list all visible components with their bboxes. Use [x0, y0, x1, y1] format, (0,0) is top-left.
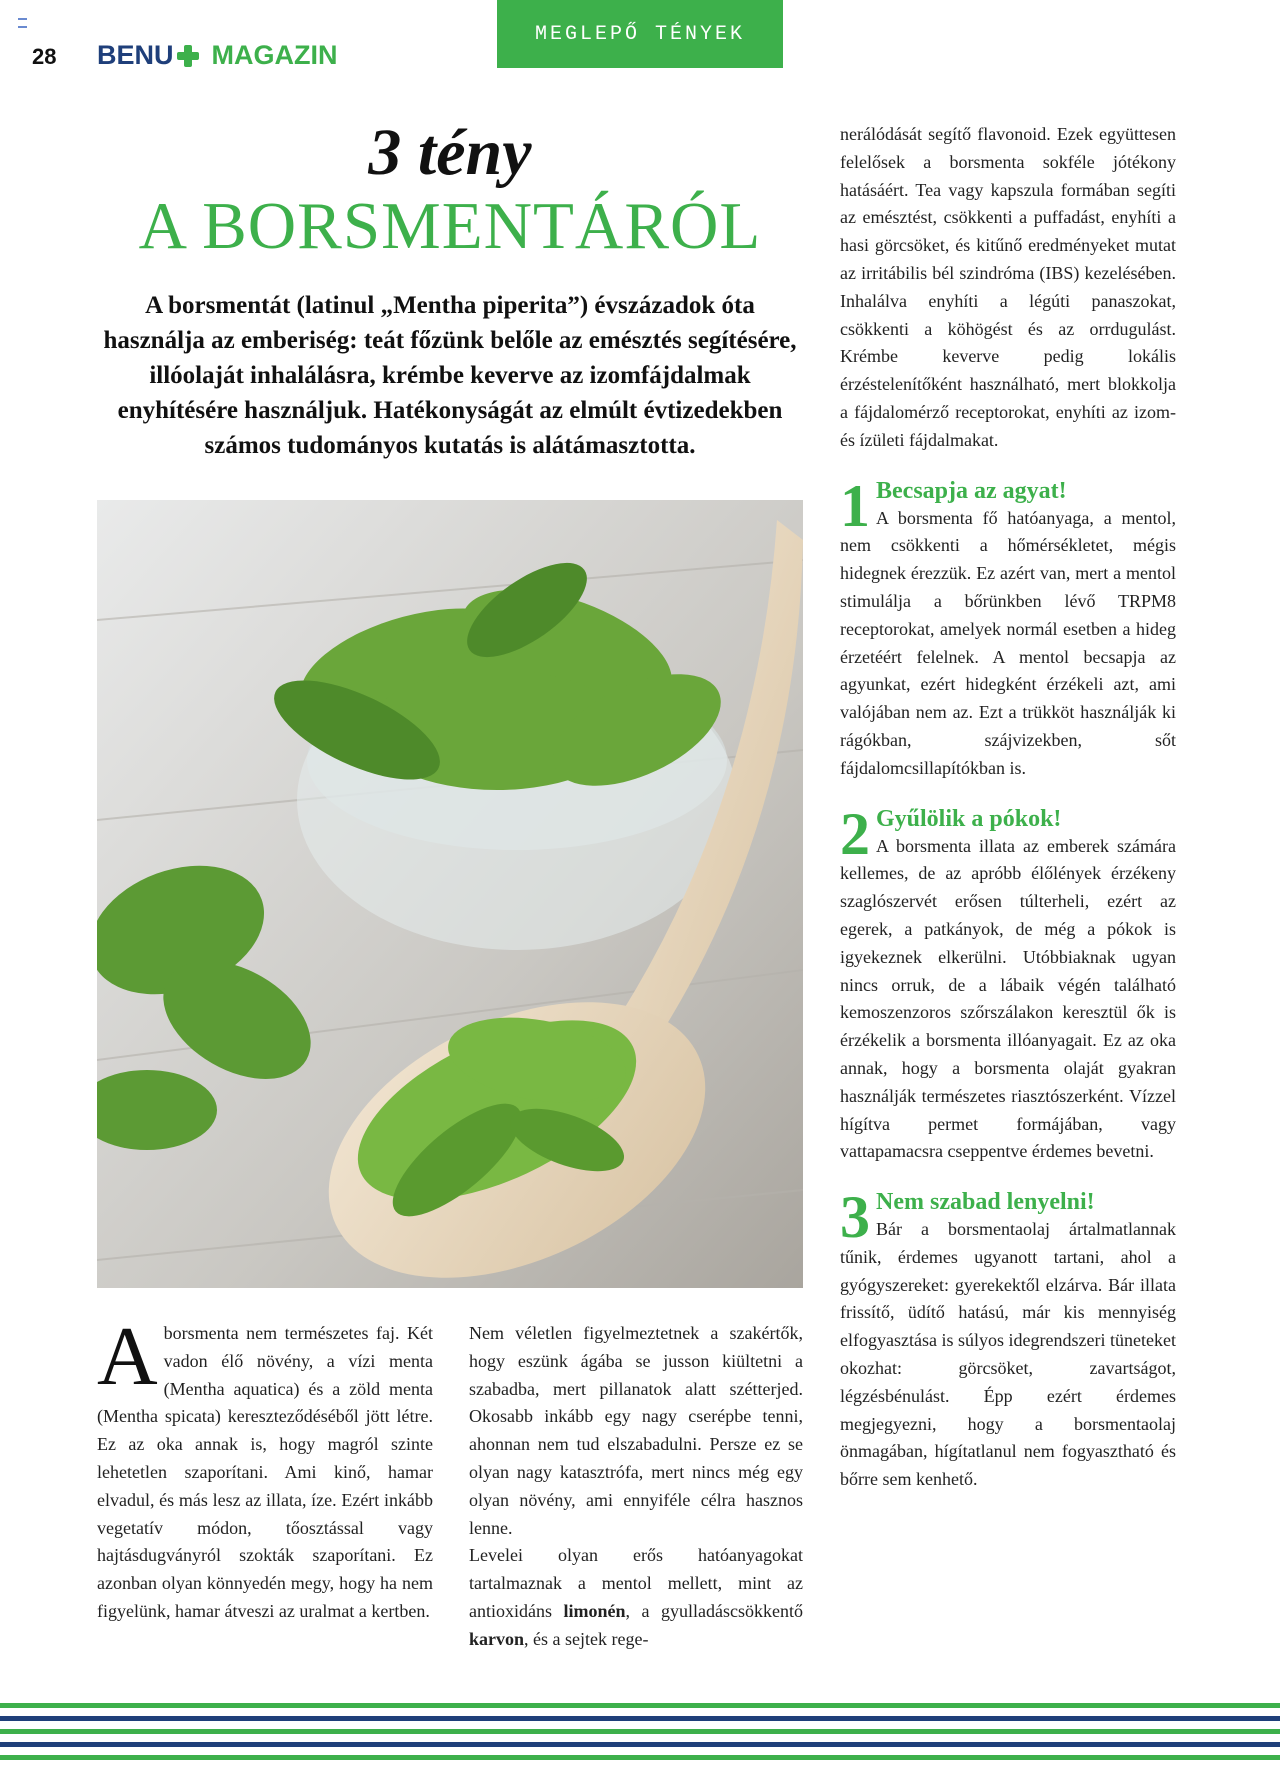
pharmacy-cross-icon	[177, 45, 199, 67]
fact-number: 2	[840, 800, 870, 867]
col1-text: borsmenta nem természetes faj. Két vadon élő növény, a vízi menta (Mentha aquatica) és a zöld menta (Mentha spicata) kereszteződéséből jött létre. Ez az oka annak is, hogy magról szinte lehetetlen szaporítani. Ami kinő, hamar elvadul, és más lesz az illata, íze. Ezért inkább vegetatív módon, tőosztással vagy hajtásdugványról szokták szaporítani. Ez azonban olyan könnyedén megy, hogy ha nem figyelünk, hamar átveszi az uralmat a kertben.	[97, 1323, 433, 1621]
mint-photo-illustration	[97, 500, 803, 1288]
col2-text-c: , és a sejtek rege-	[524, 1628, 649, 1649]
fact-1	[840, 472, 1176, 783]
fact-text: Bár a borsmentaolaj ártalmatlannak tűnik, érdemes ugyanott tartani, ahol a gyógyszereket: gyerekektől elzárva. Bár illata frissítő, üdítő hatású, már kis mennyiség elfogyasztása is súlyos idegrendszeri tüneteket okozhat: görcsöket, zavartságot, légzésbénulást. Épp ezért érdemes megjegyezni, hogy a borsmentaolaj önmagában, hígítatlanul nem fogyasztható és bőrre sem kenhető.	[840, 1219, 1176, 1490]
lead-paragraph: A borsmentát (latinul „Mentha piperita”) évszázadok óta használja az emberiség: teát főzünk belőle az emésztés segítésére, illóolaját inhalálásra, krémbe keverve az izomfájdalmak enyhítésére használjuk. Hatékonyságát az elmúlt évtizedekben számos tudományos kutatás is alátámasztotta.	[103, 292, 797, 459]
article-column-3	[840, 121, 1176, 1494]
col2-text-a: Levelei olyan erős hatóanyagokat tartalmaznak a mentol mellett, mint az antioxidáns	[469, 1545, 803, 1621]
footer-stripe	[0, 1755, 1280, 1760]
brand-sub: MAGAZIN	[211, 40, 338, 70]
footer-stripes	[0, 1703, 1280, 1768]
footer-stripe	[0, 1742, 1280, 1747]
fact-heading: Gyűlölik a pókok!	[876, 805, 1062, 832]
footer-stripe	[0, 1716, 1280, 1721]
drop-cap: A	[97, 1310, 158, 1403]
title-line2: A BORSMENTÁRÓL	[138, 189, 762, 263]
article-column-1	[97, 1310, 433, 1626]
col2-bold-limonen: limonén	[563, 1600, 626, 1621]
footer-stripe	[0, 1729, 1280, 1734]
col2-text-b: , a gyulladáscsökkentő	[625, 1600, 803, 1621]
fact-heading: Becsapja az agyat!	[876, 477, 1067, 504]
section-tag: MEGLEPŐ TÉNYEK	[497, 0, 783, 68]
fact-3	[840, 1184, 1176, 1494]
title-line1: 3 tény	[368, 116, 532, 189]
col3-intro: nerálódását segítő flavonoid. Ezek együttesen felelősek a borsmenta sokféle jótékony hatásáért. Tea vagy kapszula formában segíti az emésztést, csökkenti a puffadást, enyhíti a hasi görcsöket, és kitűnő eredményeket mutat az irritábilis bél szindróma (IBS) kezelésében. Inhalálva enyhíti a légúti panaszokat, csökkenti a köhögést és az orrdugulást. Krémbe keverve pedig lokális érzéstelenítőként használható, mert blokkolja a fájdalomérző receptorokat, enyhíti az izom- és ízületi fájdalmakat.	[840, 124, 1176, 450]
col2-paragraph-2	[469, 1542, 803, 1653]
article-column-2	[469, 1320, 803, 1654]
fact-number: 3	[840, 1184, 870, 1251]
fact-heading: Nem szabad lenyelni!	[876, 1189, 1095, 1216]
col2-bold-karvon: karvon	[469, 1628, 525, 1649]
fact-2	[840, 800, 1176, 1167]
footer-stripe	[0, 1703, 1280, 1708]
fact-text: A borsmenta illata az emberek számára kellemes, de az apróbb élőlények érzékeny szaglószervét erősen túlterheli, ezért az egerek, a patkányok, de még a pókok is igyekeznek elkerülni. Utóbbiaknak ugyan nincs orruk, de a lábaik végén található kemoszenzoros szőrszálakon keresztül ők is érzékelik a borsmenta illóanyagait. Ez az oka annak, hogy a borsmenta olaját gyakran használják természetes riasztószerként. Vízzel hígítva permet formájában, vagy vattapamacsra cseppentve érdemes bevetni.	[840, 835, 1176, 1162]
brand-logo	[97, 40, 338, 71]
flag-icon	[18, 18, 27, 28]
col2-paragraph-1: Nem véletlen figyelmeztetnek a szakértők, hogy eszünk ágába se jusson kiültetni a szabadba, mert pillanatok alatt szétterjed. Okosabb inkább egy nagy cserépbe tenni, ahonnan nem tud elszabadulni. Persze ez se olyan nagy katasztrófa, mert nincs még egy olyan növény, ami ennyiféle célra hasznos lenne.	[469, 1323, 803, 1538]
fact-number: 1	[840, 472, 870, 539]
page-number: 28	[32, 44, 57, 69]
brand-name: BENU	[97, 40, 174, 70]
fact-text: A borsmenta fő hatóanyaga, a mentol, nem csökkenti a hőmérsékletet, mégis hidegnek érezzük. Ez azért van, mert a mentol stimulálja a bőrünkben lévő TRPM8 receptorokat, amelyek normál esetben a hideg érzetéért felelnek. A mentol becsapja az agyunkat, ezért hidegként érzékeli azt, ami valójában nem az. Ezt a trükköt használják ki rágókban, szájvizekben, sőt fájdalomcsillapítókban is.	[840, 507, 1176, 778]
mint-photo	[97, 500, 803, 1288]
